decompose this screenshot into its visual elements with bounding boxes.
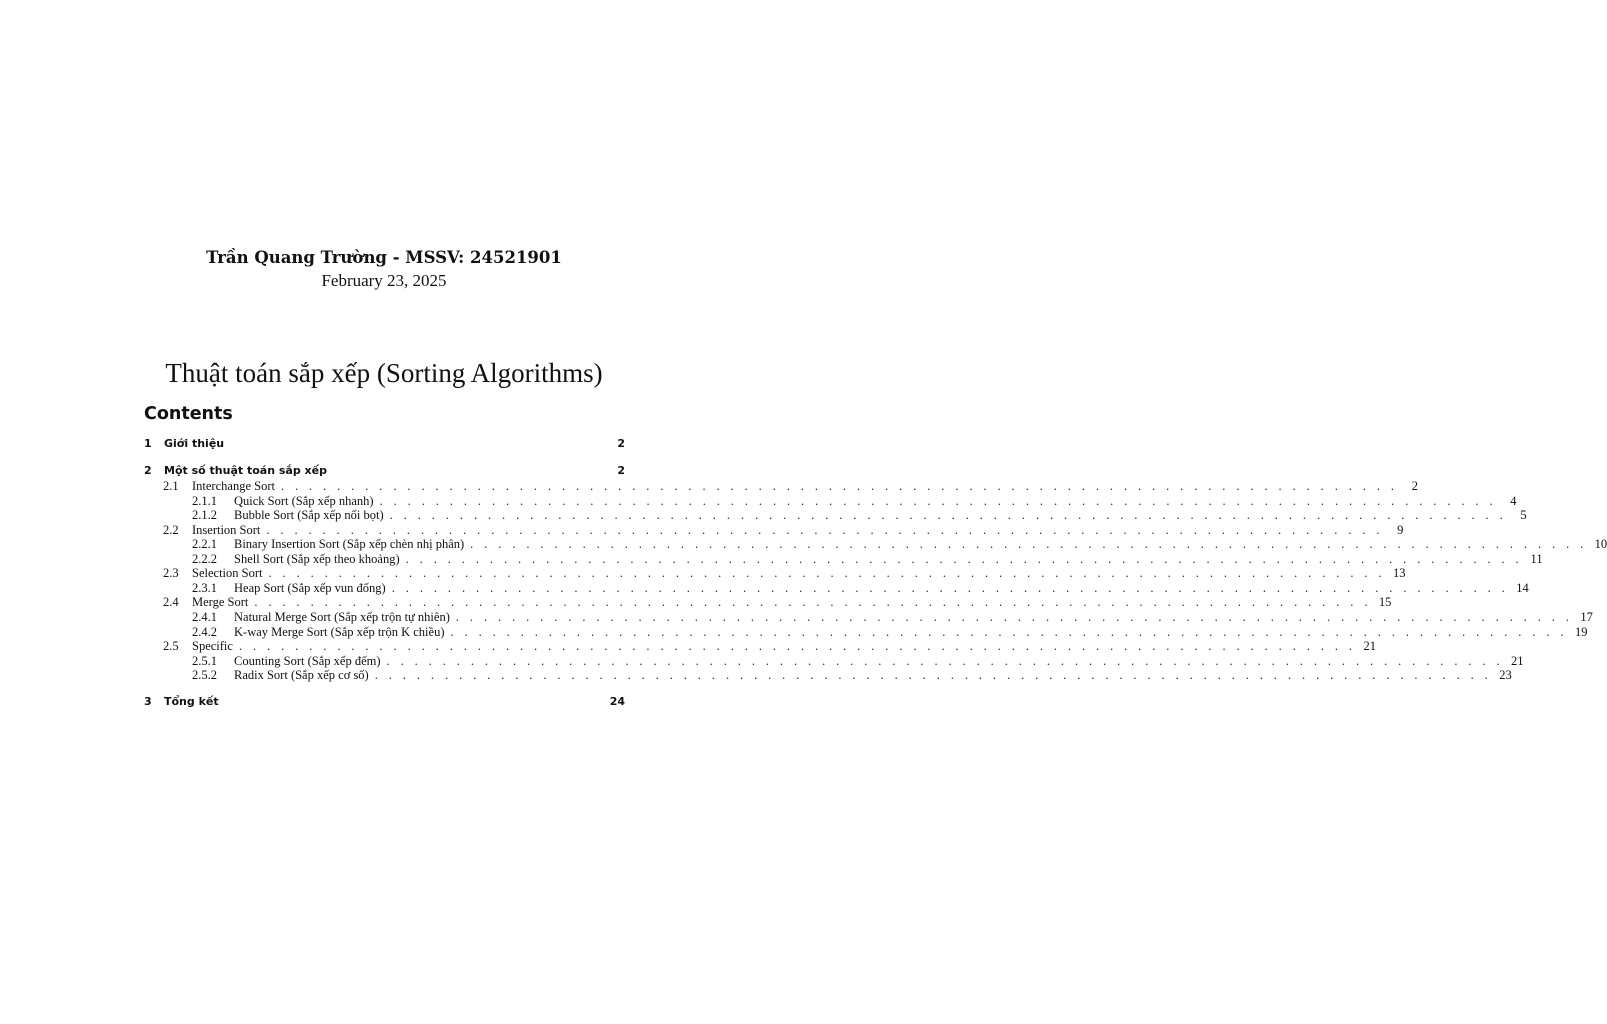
- toc-entry[interactable]: [163, 639, 1376, 654]
- toc-entry[interactable]: [192, 537, 1607, 552]
- toc-entry[interactable]: [144, 464, 625, 479]
- toc-dot-leader: . . . . . . . . . . . . . . . . . . . . . . . . . . . . . . . . . . . . . . . . . . . . . . . . . . . . . . . . . . . . . . . . . . . . . . . . . . . . . . . .: [470, 537, 1588, 551]
- toc-entry[interactable]: [163, 595, 1392, 610]
- toc-entry[interactable]: [163, 479, 1418, 494]
- toc-entry-number: 2.2: [163, 523, 179, 537]
- toc-entry-page-number: 9: [1397, 523, 1404, 537]
- toc-entry-page-number: 21: [1363, 639, 1376, 653]
- toc-entry[interactable]: [144, 695, 625, 710]
- toc-entry-title: Tổng kết: [164, 695, 219, 708]
- toc-dot-leader: . . . . . . . . . . . . . . . . . . . . . . . . . . . . . . . . . . . . . . . . . . . . . . . . . . . . . . . . . . . . . . . . . . . . . . . . . . . . . . . .: [386, 654, 1504, 668]
- toc-dot-leader: . . . . . . . . . . . . . . . . . . . . . . . . . . . . . . . . . . . . . . . . . . . . . . . . . . . . . . . . . . . . . . . . . . . . . . . . . . . . . . . .: [391, 581, 1509, 595]
- toc-entry-page-number: 15: [1378, 595, 1392, 609]
- toc-entry-number: 2.2.1: [192, 537, 217, 551]
- toc-entry-number: 2.1.1: [192, 494, 217, 508]
- toc-entry[interactable]: [192, 552, 1543, 567]
- toc-entry[interactable]: [192, 654, 1524, 669]
- toc-dot-leader: . . . . . . . . . . . . . . . . . . . . . . . . . . . . . . . . . . . . . . . . . . . . . . . . . . . . . . . . . . . . . . . . . . . . . . . . . . . . . . . .: [266, 523, 1384, 537]
- toc-entry-title: Heap Sort (Sắp xếp vun đống): [234, 581, 386, 595]
- toc-entry[interactable]: [192, 508, 1527, 523]
- toc-entry-title: Merge Sort: [192, 595, 249, 609]
- toc-entry[interactable]: [163, 566, 1406, 581]
- toc-entry-title: Specific: [192, 639, 233, 653]
- toc-entry-page-number: 2: [1411, 479, 1418, 493]
- toc-entry-number: 2.4.1: [192, 610, 217, 624]
- toc-dot-leader: . . . . . . . . . . . . . . . . . . . . . . . . . . . . . . . . . . . . . . . . . . . . . . . . . . . . . . . . . . . . . . . . . . . . . . . . . . . . . . . .: [389, 508, 1507, 522]
- document-title: Thuật toán sắp xếp (Sorting Algorithms): [165, 358, 603, 388]
- toc-entry-title: Một số thuật toán sắp xếp: [164, 464, 327, 477]
- toc-entry-title: Natural Merge Sort (Sắp xếp trộn tự nhiên): [234, 610, 450, 624]
- toc-entry-number: 2.1.2: [192, 508, 217, 522]
- toc-entry-page-number: 19: [1574, 625, 1588, 639]
- toc-dot-leader: . . . . . . . . . . . . . . . . . . . . . . . . . . . . . . . . . . . . . . . . . . . . . . . . . . . . . . . . . . . . . . . . . . . . . . . . . . . . . . . .: [280, 479, 1398, 493]
- toc-entry-page-number: 14: [1516, 581, 1529, 595]
- toc-entry-page-number: 24: [609, 695, 625, 708]
- toc-entry-title: Shell Sort (Sắp xếp theo khoảng): [234, 552, 400, 566]
- toc-dot-leader: . . . . . . . . . . . . . . . . . . . . . . . . . . . . . . . . . . . . . . . . . . . . . . . . . . . . . . . . . . . . . . . . . . . . . . . . . . . . . . . .: [238, 639, 1356, 653]
- toc-entry-number: 2.5.1: [192, 654, 217, 668]
- toc-dot-leader: . . . . . . . . . . . . . . . . . . . . . . . . . . . . . . . . . . . . . . . . . . . . . . . . . . . . . . . . . . . . . . . . . . . . . . . . . . . . . . . .: [254, 595, 1372, 609]
- toc-entry-page-number: 2: [617, 464, 625, 477]
- toc-entry-page-number: 10: [1594, 537, 1607, 551]
- toc-entry[interactable]: [144, 437, 625, 452]
- document-date: February 23, 2025: [321, 271, 447, 290]
- toc-entry-title: Selection Sort: [192, 566, 263, 580]
- toc-entry-page-number: 2: [617, 437, 625, 450]
- toc-entry-page-number: 5: [1520, 508, 1527, 522]
- toc-dot-leader: . . . . . . . . . . . . . . . . . . . . . . . . . . . . . . . . . . . . . . . . . . . . . . . . . . . . . . . . . . . . . . . . . . . . . . . . . . . . . . . .: [455, 610, 1573, 624]
- toc-entry[interactable]: [192, 610, 1593, 625]
- toc-entry-number: 3: [144, 695, 152, 708]
- toc-entry-page-number: 21: [1511, 654, 1524, 668]
- toc-entry-number: 2.5.2: [192, 668, 217, 682]
- author-line: Trần Quang Trường - MSSV: 24521901: [206, 248, 562, 267]
- toc-entry-number: 1: [144, 437, 152, 450]
- toc-dot-leader: . . . . . . . . . . . . . . . . . . . . . . . . . . . . . . . . . . . . . . . . . . . . . . . . . . . . . . . . . . . . . . . . . . . . . . . . . . . . . . . .: [268, 566, 1386, 580]
- contents-heading: Contents: [144, 404, 233, 424]
- toc-entry-number: 2.1: [163, 479, 179, 493]
- toc-entry-page-number: 17: [1580, 610, 1593, 624]
- toc-entry-title: Bubble Sort (Sắp xếp nổi bọt): [234, 508, 384, 522]
- toc-entry-number: 2.4.2: [192, 625, 217, 639]
- toc-entry[interactable]: [192, 668, 1512, 683]
- toc-entry-title: Insertion Sort: [192, 523, 261, 537]
- toc-dot-leader: . . . . . . . . . . . . . . . . . . . . . . . . . . . . . . . . . . . . . . . . . . . . . . . . . . . . . . . . . . . . . . . . . . . . . . . . . . . . . . . .: [374, 668, 1492, 682]
- toc-dot-leader: . . . . . . . . . . . . . . . . . . . . . . . . . . . . . . . . . . . . . . . . . . . . . . . . . . . . . . . . . . . . . . . . . . . . . . . . . . . . . . . .: [405, 552, 1523, 566]
- toc-entry-number: 2.2.2: [192, 552, 217, 566]
- toc-entry-number: 2: [144, 464, 152, 477]
- toc-entry-title: Binary Insertion Sort (Sắp xếp chèn nhị phân): [234, 537, 465, 551]
- toc-entry-title: Giới thiệu: [164, 437, 225, 450]
- toc-dot-leader: . . . . . . . . . . . . . . . . . . . . . . . . . . . . . . . . . . . . . . . . . . . . . . . . . . . . . . . . . . . . . . . . . . . . . . . . . . . . . . . .: [450, 625, 1568, 639]
- toc-entry-number: 2.3.1: [192, 581, 217, 595]
- toc-entry-title: Interchange Sort: [192, 479, 275, 493]
- toc-entry[interactable]: [192, 494, 1517, 509]
- toc-entry-number: 2.5: [163, 639, 179, 653]
- toc-entry-page-number: 4: [1510, 494, 1517, 508]
- toc-entry-title: Counting Sort (Sắp xếp đếm): [234, 654, 381, 668]
- toc-entry-title: Radix Sort (Sắp xếp cơ số): [234, 668, 369, 682]
- toc-entry-page-number: 23: [1499, 668, 1512, 682]
- toc-entry-number: 2.3: [163, 566, 179, 580]
- toc-entry-page-number: 13: [1392, 566, 1406, 580]
- toc-entry[interactable]: [192, 625, 1588, 640]
- toc-entry-page-number: 11: [1530, 552, 1543, 566]
- toc-entry-number: 2.4: [163, 595, 179, 609]
- toc-entry-title: K-way Merge Sort (Sắp xếp trộn K chiều): [234, 625, 445, 639]
- toc-dot-leader: . . . . . . . . . . . . . . . . . . . . . . . . . . . . . . . . . . . . . . . . . . . . . . . . . . . . . . . . . . . . . . . . . . . . . . . . . . . . . . . .: [379, 494, 1497, 508]
- toc-entry[interactable]: [163, 523, 1404, 538]
- toc-entry-title: Quick Sort (Sắp xếp nhanh): [234, 494, 374, 508]
- toc-entry[interactable]: [192, 581, 1529, 596]
